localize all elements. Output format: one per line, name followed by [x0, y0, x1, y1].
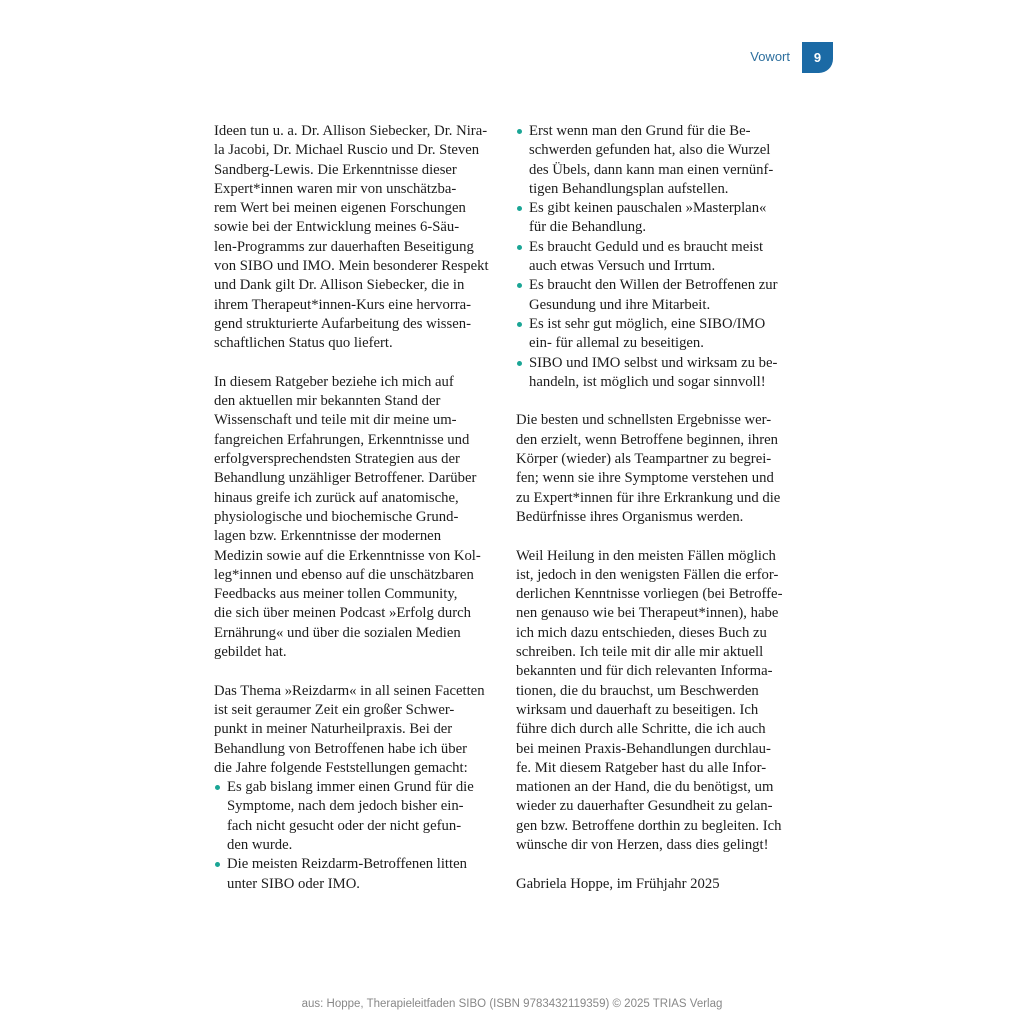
bullet-item: [214, 855, 496, 894]
text-line: wünsche dir von Herzen, dass dies gelingt!: [516, 836, 769, 853]
text-line: die Jahre folgende Feststellungen gemacht:: [214, 759, 468, 776]
text-line: Feedbacks aus meiner tollen Community,: [214, 586, 458, 603]
text-line: leg*innen und ebenso auf die unschätzbaren: [214, 566, 474, 583]
text-line: punkt in meiner Naturheilpraxis. Bei der: [214, 721, 453, 738]
text-line: Das Thema »Reizdarm« in all seinen Facetten: [214, 682, 485, 699]
bullet-dot-icon: [215, 785, 220, 790]
text-line: und Dank gilt Dr. Allison Siebecker, die in: [214, 277, 465, 294]
bullet-dot-icon: [517, 283, 522, 288]
text-line: Behandlung von Betroffenen habe ich über: [214, 740, 468, 757]
text-line: rem Wert bei meinen eigenen Forschungen: [214, 200, 466, 217]
paragraph-gap: [516, 855, 798, 874]
text-line: Expert*innen waren mir von unschätzba-: [214, 180, 457, 197]
text-line: erfolgversprechendsten Strategien aus der: [214, 451, 460, 468]
bullet-text-line: schwerden gefunden hat, also die Wurzel: [529, 142, 771, 159]
bullet-text-line: Gesundung und ihre Mitarbeit.: [529, 296, 711, 313]
bullet-text-line: SIBO und IMO selbst und wirksam zu be-: [529, 354, 778, 371]
text-line: fangreichen Erfahrungen, Erkenntnisse und: [214, 431, 470, 448]
text-line: ihrem Therapeut*innen-Kurs eine hervorra-: [214, 296, 472, 313]
text-line: Sandberg-Lewis. Die Erkenntnisse dieser: [214, 161, 457, 178]
bullet-dot-icon: [517, 361, 522, 366]
bullet-dot-icon: [215, 862, 220, 867]
left-column: [214, 122, 496, 894]
text-line: bekannten und für dich relevanten Informa-: [516, 663, 773, 680]
bullet-text-line: ein- für allemal zu beseitigen.: [529, 335, 704, 352]
bullet-item: [516, 199, 798, 238]
bullet-text-line: den wurde.: [227, 836, 293, 853]
bullet-item: [516, 276, 798, 315]
footer-citation: aus: Hoppe, Therapieleitfaden SIBO (ISBN 9783432119359) © 2025 TRIAS Verlag: [301, 998, 723, 1010]
text-line: zu Expert*innen für ihre Erkrankung und die: [516, 489, 781, 506]
bullet-text-line: für die Behandlung.: [529, 219, 647, 236]
text-line: derlichen Kenntnisse vorliegen (bei Betroffe-: [516, 586, 783, 603]
bullet-item: [516, 315, 798, 354]
bullet-text-line: unter SIBO oder IMO.: [227, 875, 360, 892]
text-line: Weil Heilung in den meisten Fällen möglich: [516, 547, 776, 564]
paragraph-gap: [516, 527, 798, 546]
paragraph-gap: [516, 392, 798, 411]
text-line: wieder zu dauerhafter Gesundheit zu gelan-: [516, 798, 773, 815]
bullet-text-line: Erst wenn man den Grund für die Be-: [529, 123, 751, 139]
text-line: mationen an der Hand, die du benötigst, um: [516, 779, 774, 796]
text-line: fen; wenn sie ihre Symptome verstehen und: [516, 470, 774, 487]
bullet-text-line: Es ist sehr gut möglich, eine SIBO/IMO: [529, 315, 766, 332]
bullet-text-line: Es braucht Geduld und es braucht meist: [529, 238, 764, 255]
bullet-item: [516, 122, 798, 199]
running-header-section: Vowort: [750, 49, 790, 64]
bullet-text-line: fach nicht gesucht oder der nicht gefun-: [227, 817, 462, 834]
bullet-text-line: des Übels, dann kann man einen vernünf-: [529, 161, 774, 178]
text-line: den aktuellen mir bekannten Stand der: [214, 393, 441, 410]
text-line: den erzielt, wenn Betroffene beginnen, ihren: [516, 431, 778, 448]
bullet-text-line: Es braucht den Willen der Betroffenen zur: [529, 277, 778, 294]
text-line: Gabriela Hoppe, im Frühjahr 2025: [516, 875, 720, 892]
paragraph-gap: [214, 354, 496, 373]
text-line: schreiben. Ich teile mit dir alle mir aktuell: [516, 644, 764, 661]
text-line: fe. Mit diesem Ratgeber hast du alle Infor-: [516, 759, 767, 776]
bullet-text-line: handeln, ist möglich und sogar sinnvoll!: [529, 373, 766, 390]
bullet-text-line: auch etwas Versuch und Irrtum.: [529, 258, 716, 275]
bullet-text-line: Es gibt keinen pauschalen »Masterplan«: [529, 200, 767, 217]
text-line: gen bzw. Betroffene dorthin zu begleiten. Ich: [516, 817, 782, 834]
text-line: ist seit geraumer Zeit ein großer Schwer-: [214, 701, 455, 718]
text-line: führe dich durch alle Schritte, die ich auch: [516, 721, 766, 738]
bullet-item: [214, 778, 496, 855]
paragraph-gap: [214, 662, 496, 681]
text-line: nen genauso wie bei Therapeut*innen), habe: [516, 605, 779, 622]
text-line: Ernährung« und über die sozialen Medien: [214, 624, 461, 641]
text-line: Bedürfnisse ihres Organismus werden.: [516, 508, 744, 525]
text-line: In diesem Ratgeber beziehe ich mich auf: [214, 373, 454, 390]
text-line: la Jacobi, Dr. Michael Ruscio und Dr. Steven: [214, 142, 480, 159]
page-number-badge: 9: [802, 42, 833, 73]
text-line: Körper (wieder) als Teampartner zu begrei-: [516, 451, 772, 468]
text-line: von SIBO und IMO. Mein besonderer Respekt: [214, 258, 489, 275]
text-line: gebildet hat.: [214, 644, 287, 661]
text-line: ist, jedoch in den wenigsten Fällen die erfor-: [516, 566, 779, 583]
text-line: physiologische und biochemische Grund-: [214, 508, 459, 525]
text-line: Die besten und schnellsten Ergebnisse wer-: [516, 412, 772, 429]
bullet-text-line: Die meisten Reizdarm-Betroffenen litten: [227, 856, 467, 873]
bullet-text-line: Es gab bislang immer einen Grund für die: [227, 779, 474, 796]
text-line: ich mich dazu entschieden, dieses Buch zu: [516, 624, 767, 641]
text-line: die sich über meinen Podcast »Erfolg durch: [214, 605, 471, 622]
text-line: sowie bei der Entwicklung meines 6-Säu-: [214, 219, 460, 236]
text-line: bei meinen Praxis-Behandlungen durchlau-: [516, 740, 771, 757]
text-line: tionen, die du brauchst, um Beschwerden: [516, 682, 759, 699]
bullet-dot-icon: [517, 322, 522, 327]
text-line: lagen bzw. Erkenntnisse der modernen: [214, 528, 442, 545]
text-line: Medizin sowie auf die Erkenntnisse von Kol-: [214, 547, 481, 564]
bullet-dot-icon: [517, 129, 522, 134]
text-line: gend strukturierte Aufarbeitung des wissen-: [214, 315, 471, 332]
text-line: Wissenschaft und teile mit dir meine um-: [214, 412, 457, 429]
text-line: wirksam und dauerhaft zu beseitigen. Ich: [516, 701, 759, 718]
bullet-dot-icon: [517, 206, 522, 211]
bullet-text-line: Symptome, nach dem jedoch bisher ein-: [227, 798, 464, 815]
text-line: Behandlung unzähliger Betroffener. Darüber: [214, 470, 477, 487]
bullet-item: [516, 238, 798, 277]
text-line: hinaus greife ich zurück auf anatomische,: [214, 489, 459, 506]
text-line: Ideen tun u. a. Dr. Allison Siebecker, Dr. Nira-: [214, 123, 488, 139]
right-column: [516, 122, 798, 894]
bullet-dot-icon: [517, 245, 522, 250]
text-line: schaftlichen Status quo liefert.: [214, 335, 393, 352]
text-line: len-Programms zur dauerhaften Beseitigung: [214, 238, 474, 255]
bullet-item: [516, 354, 798, 393]
bullet-text-line: tigen Behandlungsplan aufstellen.: [529, 180, 729, 197]
